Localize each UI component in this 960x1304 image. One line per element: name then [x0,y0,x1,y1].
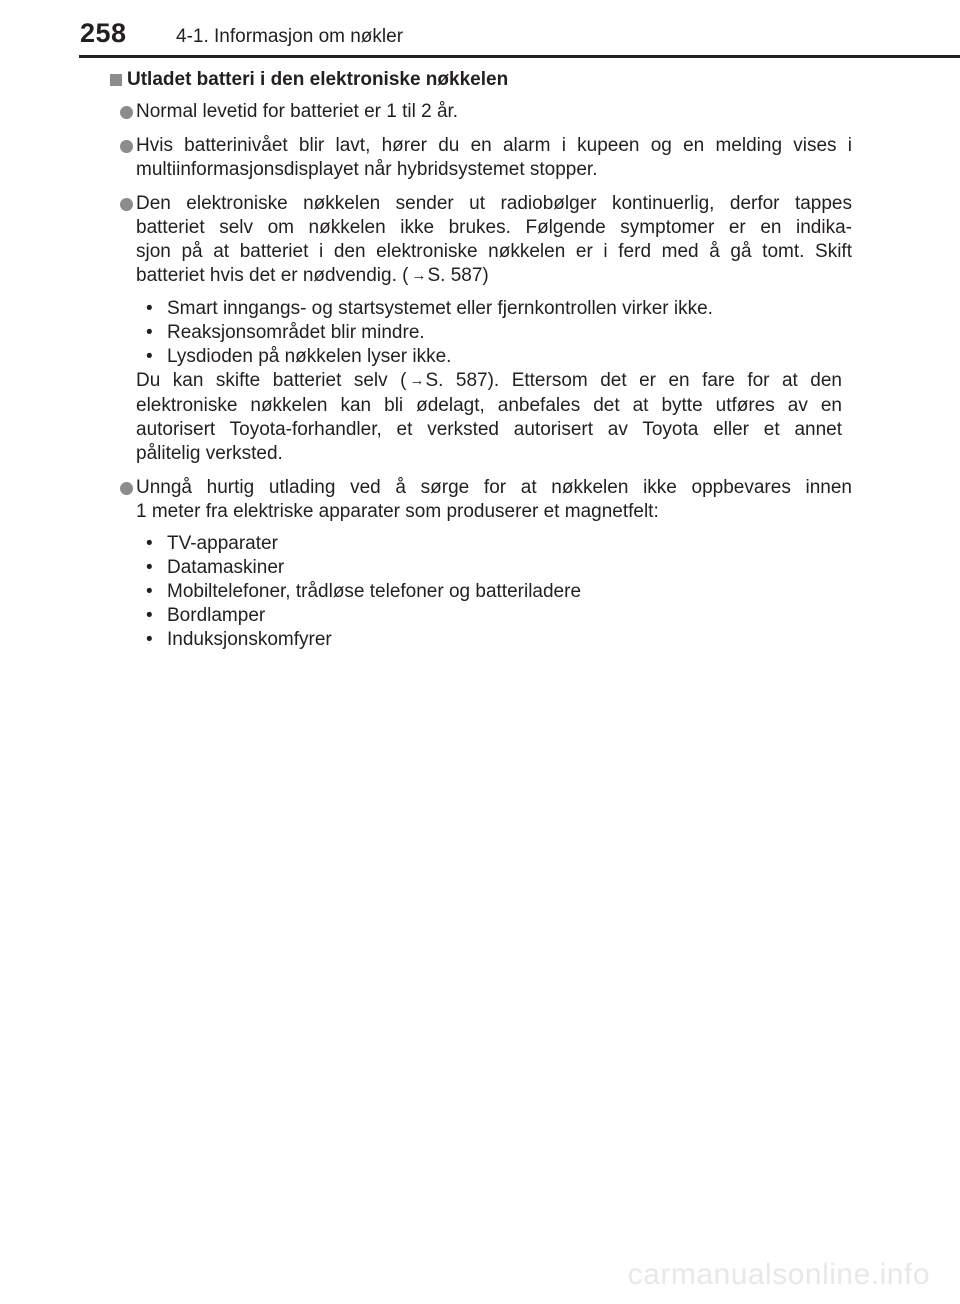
round-bullet-icon [120,106,133,119]
section-title: 4-1. Informasjon om nøkler [176,26,404,47]
page-content [110,68,852,662]
round-bullet-icon [120,140,133,153]
list-item: • Reaksjonsområdet blir mindre. [136,321,852,345]
list-item: • Smart inngangs- og startsystemet eller fjernkontrollen virker ikke. [136,297,852,321]
page-header [0,0,960,60]
note-text-fragment: Du kan skifte batteriet selv ( [136,370,407,391]
arrow-right-icon: → [409,372,425,389]
bullet-text: Normal levetid for batteriet er 1 til 2 år. [136,101,459,122]
note-text-line: elektroniske nøkkelen kan bli ødelagt, anbefales det at bytte utføres av en [136,395,842,416]
list-item: • Induksjonskomfyrer [136,628,852,652]
section-heading-text: Utladet batteri i den elektroniske nøkkelen [127,69,509,90]
battery-note [136,369,852,466]
bullet-text-line: Den elektroniske nøkkelen sender ut radiobølger kontinuerlig, derfor tappes [136,193,852,214]
bullet-text-line: Hvis batterinivået blir lavt, hører du en alarm i kupeen og en melding vises i [136,135,852,156]
list-item: • Mobiltelefoner, trådløse telefoner og batteriladere [136,580,852,604]
list-item: • TV-apparater [136,532,852,556]
page-reference-link[interactable]: S. 587) [427,265,489,286]
bullet-text-line [136,265,489,286]
bullet-item [110,192,852,466]
header-rule [79,55,960,58]
bullet-text-line: multiinformasjonsdisplayet når hybridsystemet stopper. [136,159,598,180]
section-heading [110,68,852,92]
square-bullet-icon [110,74,122,86]
round-bullet-icon [120,198,133,211]
note-text-line: autorisert Toyota-forhandler, et verksted autorisert av Toyota eller et annet [136,419,842,440]
note-text-line: pålitelig verksted. [136,443,283,464]
watermark: carmanualsonline.info [627,1258,930,1291]
list-item: • Lysdioden på nøkkelen lyser ikke. [136,345,852,369]
page-number: 258 [80,18,127,48]
round-bullet-icon [120,482,133,495]
bullet-text-fragment: batteriet hvis det er nødvendig. ( [136,265,409,286]
bullet-text-line: Unngå hurtig utlading ved å sørge for at nøkkelen ikke oppbevares innen [136,477,852,498]
note-text-line [136,369,842,394]
bullet-text-line: batteriet selv om nøkkelen ikke brukes. Følgende symptomer er en indika- [136,217,852,238]
list-item: • Datamaskiner [136,556,852,580]
bullet-item [110,476,852,652]
bullet-item [110,100,852,124]
symptom-list [136,297,852,369]
appliance-list [136,532,852,652]
bullet-text-line: sjon på at batteriet i den elektroniske nøkkelen er i ferd med å gå tomt. Skift [136,241,852,262]
arrow-right-icon: → [411,267,427,284]
bullet-text-line: 1 meter fra elektriske apparater som produserer et magnetfelt: [136,501,659,522]
page-reference-link[interactable]: S. 587). Ettersom det er en fare for at den [425,370,843,391]
bullet-item [110,134,852,182]
list-item: • Bordlamper [136,604,852,628]
